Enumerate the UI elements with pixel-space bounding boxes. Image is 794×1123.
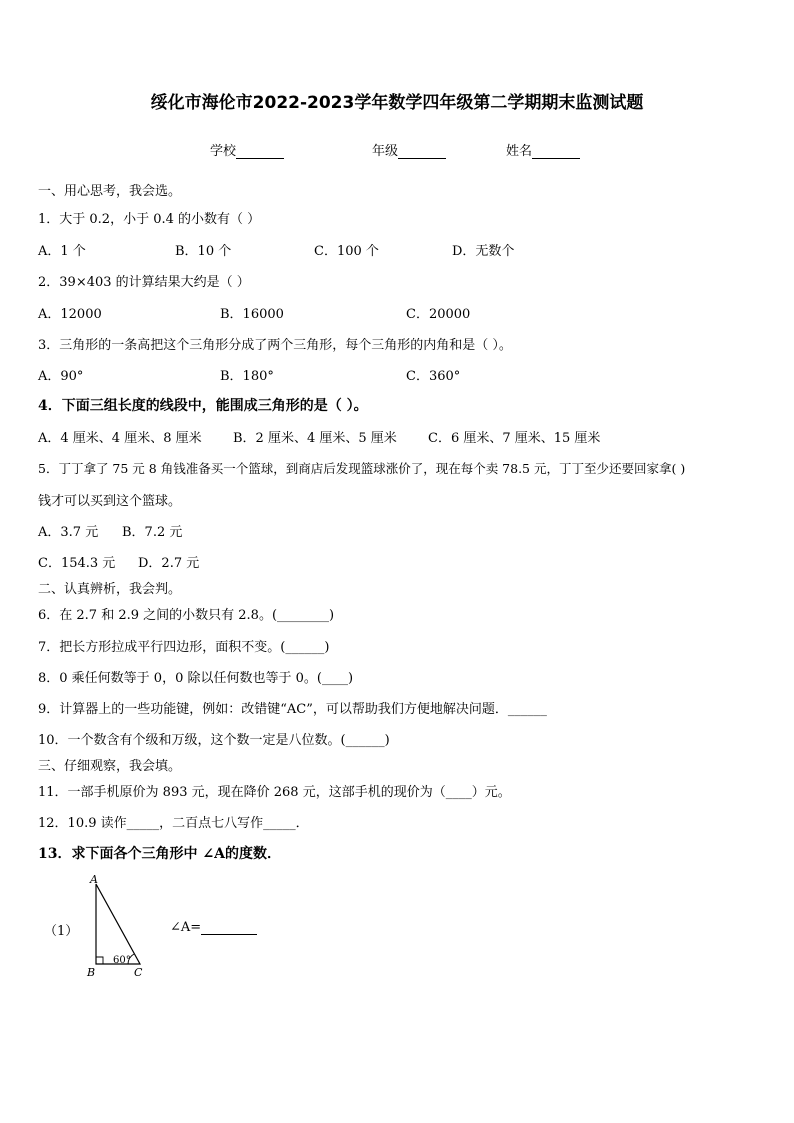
question-2: 2．39×403 的计算结果大约是（ ）	[38, 275, 250, 290]
grade-label: 年级	[372, 144, 399, 159]
angle-answer	[170, 920, 257, 935]
angle-label: 60°	[113, 955, 131, 966]
section-3-heading: 三、仔细观察，我会填。	[38, 759, 182, 774]
figure-number: （1）	[44, 924, 79, 939]
q3-option-b: B．180°	[220, 369, 274, 384]
q5-option-b: B．7.2 元	[122, 525, 183, 540]
triangle-outline	[96, 884, 140, 964]
question-8: 8．0 乘任何数等于 0，0 除以任何数也等于 0。(____)	[38, 671, 354, 686]
question-13: 13．求下面各个三角形中 ∠A的度数．	[38, 846, 281, 862]
q5-option-d: D．2.7 元	[138, 556, 200, 571]
q1-option-c: C．100 个	[314, 244, 379, 259]
q3-option-c: C．360°	[406, 369, 461, 384]
q5-option-c: C．154.3 元	[38, 556, 116, 571]
name-field	[506, 140, 580, 159]
q2-option-b: B．16000	[220, 307, 284, 322]
question-12: 12．10.9 读作_____，二百点七八写作_____．	[38, 816, 309, 831]
q1-option-a: A．1 个	[38, 244, 86, 259]
page-title: 绥化市海伦市2022-2023学年数学四年级第二学期期末监测试题	[150, 93, 644, 113]
grade-field	[372, 140, 446, 159]
question-3: 3．三角形的一条高把这个三角形分成了两个三角形，每个三角形的内角和是（ ）。	[38, 338, 512, 353]
name-blank	[532, 146, 580, 159]
angle-answer-label: ∠A=	[170, 920, 202, 935]
right-angle-mark	[96, 957, 103, 964]
school-blank	[236, 146, 284, 159]
q1-option-d: D．无数个	[452, 244, 515, 259]
question-7: 7．把长方形拉成平行四边形，面积不变。(______)	[38, 640, 330, 655]
school-label: 学校	[210, 144, 237, 159]
question-10: 10．一个数含有个级和万级，这个数一定是八位数。(______)	[38, 733, 390, 748]
right-triangle-figure	[84, 872, 154, 982]
section-2-heading: 二、认真辨析，我会判。	[38, 582, 182, 597]
q4-option-c: C．6 厘米、7 厘米、15 厘米	[428, 431, 601, 446]
vertex-b-label: B	[87, 966, 96, 979]
q2-option-a: A．12000	[38, 307, 102, 322]
grade-blank	[398, 146, 446, 159]
section-1-heading: 一、用心思考，我会选。	[38, 184, 182, 199]
question-5: 5．丁丁拿了 75 元 8 角钱准备买一个篮球，到商店后发现篮球涨价了，现在每个卖 78.5 元，丁丁至少还要回家拿( )	[38, 461, 686, 476]
angle-answer-blank	[201, 922, 257, 935]
question-5-continued: 钱才可以买到这个篮球。	[38, 494, 182, 509]
q1-option-b: B．10 个	[175, 244, 232, 259]
name-label: 姓名	[506, 144, 533, 159]
question-1: 1．大于 0.2，小于 0.4 的小数有（ ）	[38, 212, 261, 227]
school-field	[210, 140, 284, 159]
question-6: 6．在 2.7 和 2.9 之间的小数只有 2.8。(________)	[38, 608, 335, 623]
q4-option-b: B．2 厘米、4 厘米、5 厘米	[233, 431, 397, 446]
vertex-a-label: A	[90, 873, 98, 886]
question-11: 11．一部手机原价为 893 元，现在降价 268 元，这部手机的现价为（____）元。	[38, 785, 511, 800]
q2-option-c: C．20000	[406, 307, 471, 322]
vertex-c-label: C	[134, 966, 143, 979]
q4-option-a: A．4 厘米、4 厘米、8 厘米	[38, 431, 202, 446]
question-4: 4．下面三组长度的线段中，能围成三角形的是（ ）。	[38, 398, 368, 414]
q5-option-a: A．3.7 元	[38, 525, 99, 540]
question-9: 9．计算器上的一些功能键，例如：改错键“AC”，可以帮助我们方便地解决问题．______	[38, 702, 547, 717]
q3-option-a: A．90°	[38, 369, 84, 384]
